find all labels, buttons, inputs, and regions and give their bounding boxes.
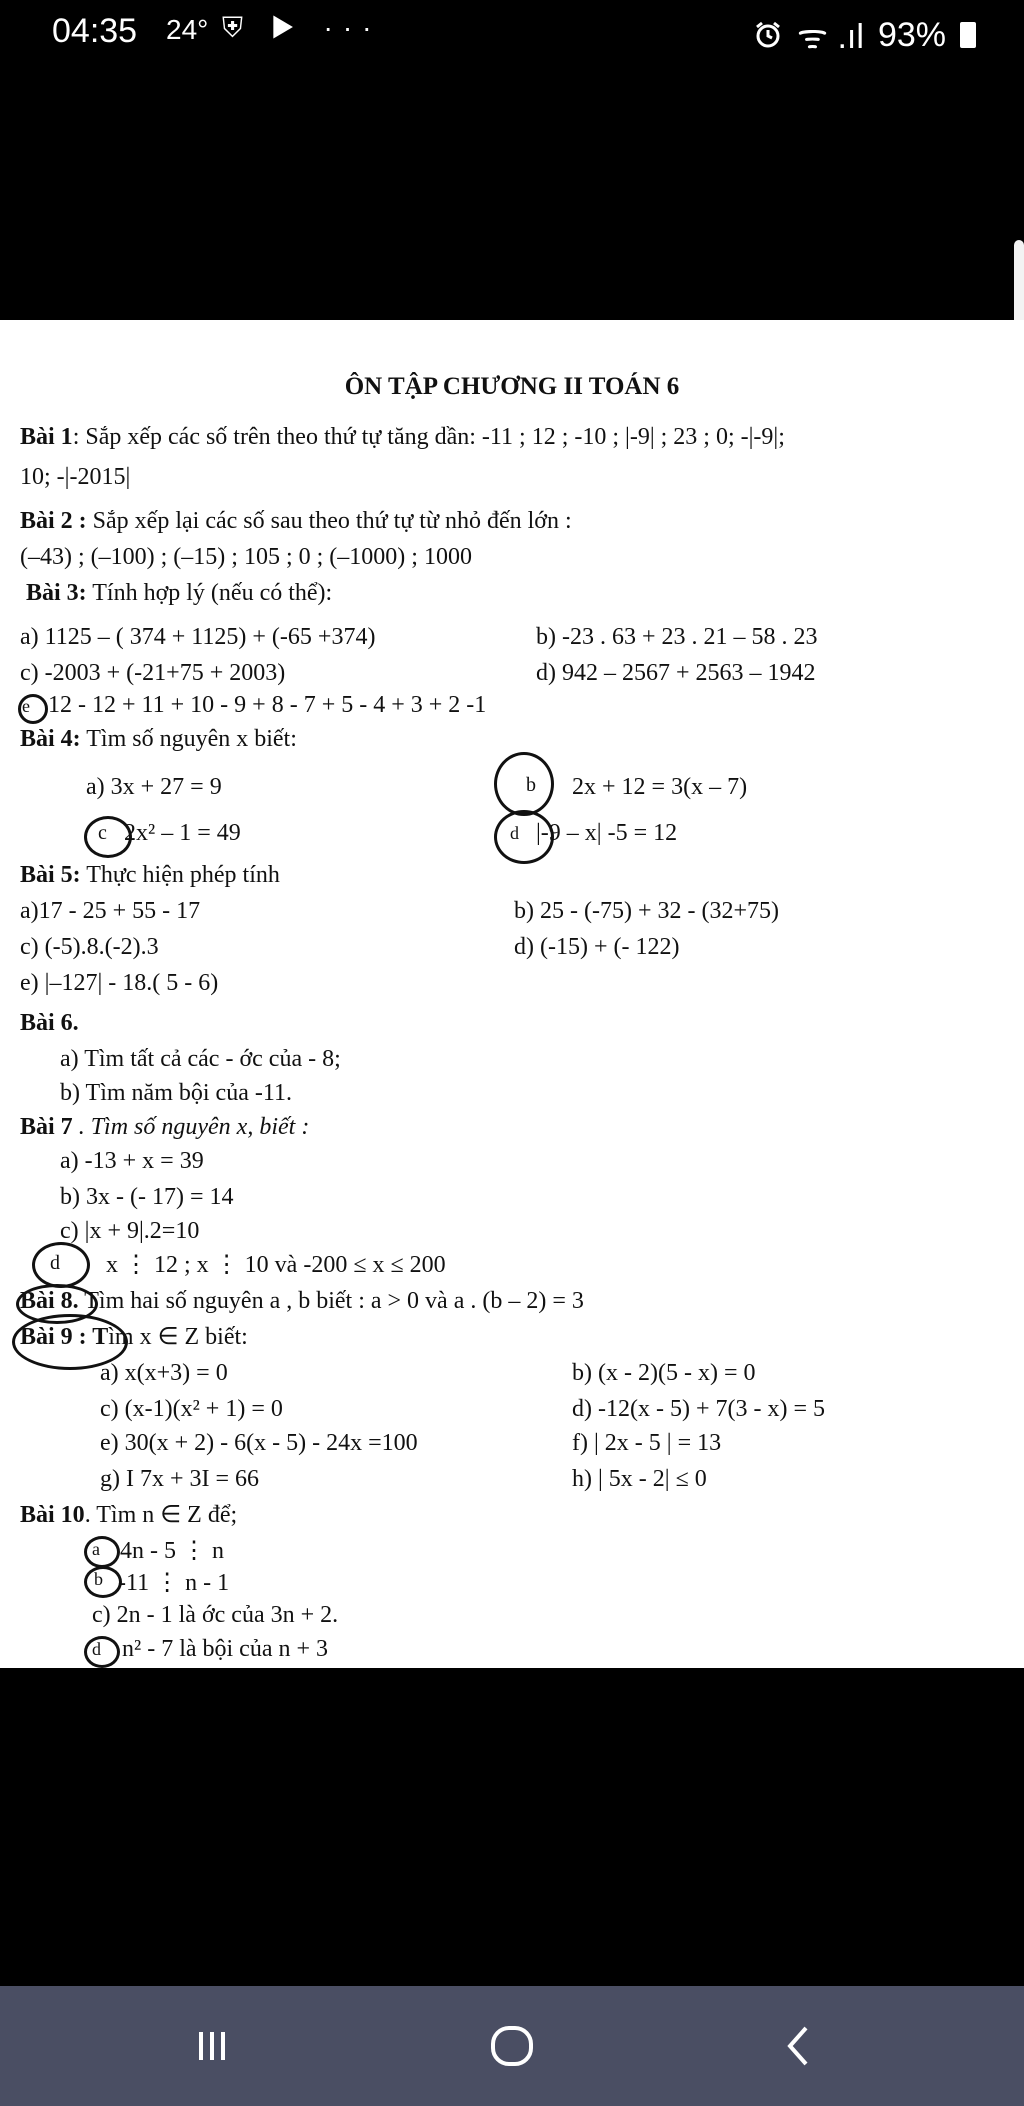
home-icon — [472, 2006, 552, 2086]
wifi-signal-icon: ᯤ .ıl — [797, 18, 864, 56]
status-right-group — [753, 12, 976, 58]
bai3-d: d) 942 – 2567 + 2563 – 1942 — [536, 660, 816, 686]
bai4-text: Tìm số nguyên x biết: — [80, 726, 297, 752]
bai7-line — [20, 1112, 309, 1142]
bai1-text: : Sắp xếp các số trên theo thứ tự tăng dần: -11 ; 12 ; -10 ; |-9| ; 23 ; 0; -|-9|; — [72, 424, 785, 450]
bai7-d-marker: d — [50, 1252, 60, 1274]
bai9-d: d) -12(x - 5) + 7(3 - x) = 5 — [572, 1396, 826, 1422]
bai9-f: f) | 2x - 5 | = 13 — [572, 1430, 722, 1456]
bai6-b: b) Tìm năm bội của -11. — [60, 1080, 292, 1106]
bai9-a: a) x(x+3) = 0 — [100, 1360, 228, 1386]
bai3-line — [26, 578, 332, 608]
bai5-a: a)17 - 25 + 55 - 17 — [20, 898, 201, 924]
bai4-label: Bài 4: — [20, 726, 81, 752]
bai3-c: c) -2003 + (-21+75 + 2003) — [20, 660, 286, 686]
bai2-label: Bài 2 : — [20, 508, 87, 534]
bai1-label: Bài 1 — [20, 424, 73, 450]
bai7-text: . Tìm số nguyên x, biết : — [72, 1114, 310, 1140]
worksheet-title: ÔN TẬP CHƯƠNG II TOÁN 6 — [344, 373, 680, 400]
alarm-icon — [753, 20, 783, 50]
bai5-line — [20, 860, 280, 890]
bai2-line — [20, 506, 572, 536]
circled-mark — [84, 1566, 122, 1598]
recent-apps-icon — [172, 2006, 252, 2086]
bai6-line — [20, 1008, 79, 1038]
bai5-label: Bài 5: — [20, 862, 81, 888]
circled-mark — [84, 1636, 120, 1668]
worksheet-document — [0, 320, 1024, 1668]
bai3-label: Bài 3: — [26, 580, 87, 606]
bai7-b: b) 3x - (- 17) = 14 — [60, 1184, 234, 1210]
bai2-text: Sắp xếp lại các số sau theo thứ tự từ nhỏ đến lớn : — [86, 508, 572, 534]
notification-icons: ⛨ ▶ ··· — [222, 12, 382, 43]
bai4-b-marker: b — [526, 774, 536, 796]
bai4-d-marker: d — [510, 823, 519, 843]
navigation-bar — [0, 1986, 1024, 2106]
bai7-a: a) -13 + x = 39 — [60, 1148, 204, 1174]
bai10-c: c) 2n - 1 là ớc của 3n + 2. — [92, 1602, 339, 1628]
bai9-g: g) I 7x + 3I = 66 — [100, 1466, 260, 1492]
bai10-a: 4n - 5 ⋮ n — [120, 1538, 224, 1564]
home-button[interactable] — [472, 2006, 552, 2086]
bai3-e: 12 - 12 + 11 + 10 - 9 + 8 - 7 + 5 - 4 + 3 + 2 -1 — [48, 692, 487, 718]
battery-icon — [960, 22, 976, 48]
bai2-numbers: (–43) ; (–100) ; (–15) ; 105 ; 0 ; (–1000) ; 1000 — [20, 544, 472, 570]
bai10-label: Bài 10 — [20, 1502, 85, 1528]
bai9-h: h) | 5x - 2| ≤ 0 — [572, 1466, 707, 1492]
bai10-a-marker: a — [92, 1539, 100, 1559]
bai5-e: e) |–127| - 18.( 5 - 6) — [20, 970, 219, 996]
bai10-b-marker: b — [94, 1569, 103, 1589]
bai3-b: b) -23 . 63 + 23 . 21 – 58 . 23 — [536, 624, 818, 650]
bai10-d-marker: d — [92, 1639, 101, 1659]
bai5-d: d) (-15) + (- 122) — [514, 934, 680, 960]
bai10-d: n² - 7 là bội của n + 3 — [122, 1636, 329, 1662]
bai3-text: Tính hợp lý (nếu có thể): — [86, 580, 333, 606]
bai4-d: |-9 – x| -5 = 12 — [536, 820, 678, 846]
bai1-line2: 10; -|-2015| — [20, 464, 131, 490]
bai4-b: 2x + 12 = 3(x – 7) — [572, 774, 748, 800]
weather-temp: 24° — [166, 14, 209, 45]
bai1-line — [20, 422, 785, 452]
status-time: 04:35 — [52, 12, 138, 50]
status-bar — [0, 0, 1024, 62]
bai8-text: Tìm hai số nguyên a , b biết : a > 0 và a . (b – 2) = 3 — [78, 1288, 584, 1314]
bai10-line — [20, 1500, 237, 1530]
bai5-c: c) (-5).8.(-2).3 — [20, 934, 159, 960]
bai7-d: x ⋮ 12 ; x ⋮ 10 và -200 ≤ x ≤ 200 — [106, 1252, 446, 1278]
bai6-label: Bài 6. — [20, 1010, 79, 1036]
bai5-text: Thực hiện phép tính — [80, 862, 280, 888]
bai7-c: c) |x + 9|.2=10 — [60, 1218, 200, 1244]
battery-percent: 93% — [877, 15, 946, 54]
bai9-label: Bài 9 : T — [20, 1324, 109, 1350]
bai4-c: 2x² – 1 = 49 — [124, 820, 241, 846]
bai3-e-marker: e — [22, 696, 30, 716]
bai3-a: a) 1125 – ( 374 + 1125) + (-65 +374) — [20, 624, 376, 650]
bai10-text: . Tìm n ∈ Z để; — [84, 1502, 238, 1528]
bai10-b: -11 ⋮ n - 1 — [118, 1570, 230, 1596]
bai4-a: a) 3x + 27 = 9 — [86, 774, 222, 800]
back-icon — [758, 2006, 838, 2086]
back-button[interactable] — [758, 2006, 838, 2086]
circled-mark — [494, 752, 554, 816]
bai6-a: a) Tìm tất cả các - ớc của - 8; — [60, 1046, 341, 1072]
bai8-line — [20, 1286, 584, 1316]
bai9-c: c) (x-1)(x² + 1) = 0 — [100, 1396, 283, 1422]
bai9-e: e) 30(x + 2) - 6(x - 5) - 24x =100 — [100, 1430, 418, 1456]
bai5-b: b) 25 - (-75) + 32 - (32+75) — [514, 898, 780, 924]
bai4-c-marker: c — [98, 822, 107, 844]
bai9-text: ìm x ∈ Z biết: — [108, 1324, 248, 1350]
bai9-line — [20, 1322, 248, 1352]
recent-apps-button[interactable] — [172, 2006, 252, 2086]
bai7-label: Bài 7 — [20, 1114, 73, 1140]
circled-mark — [32, 1242, 90, 1288]
bai4-line — [20, 724, 297, 754]
bai9-b: b) (x - 2)(5 - x) = 0 — [572, 1360, 756, 1386]
bai8-label: Bài 8. — [20, 1288, 79, 1314]
